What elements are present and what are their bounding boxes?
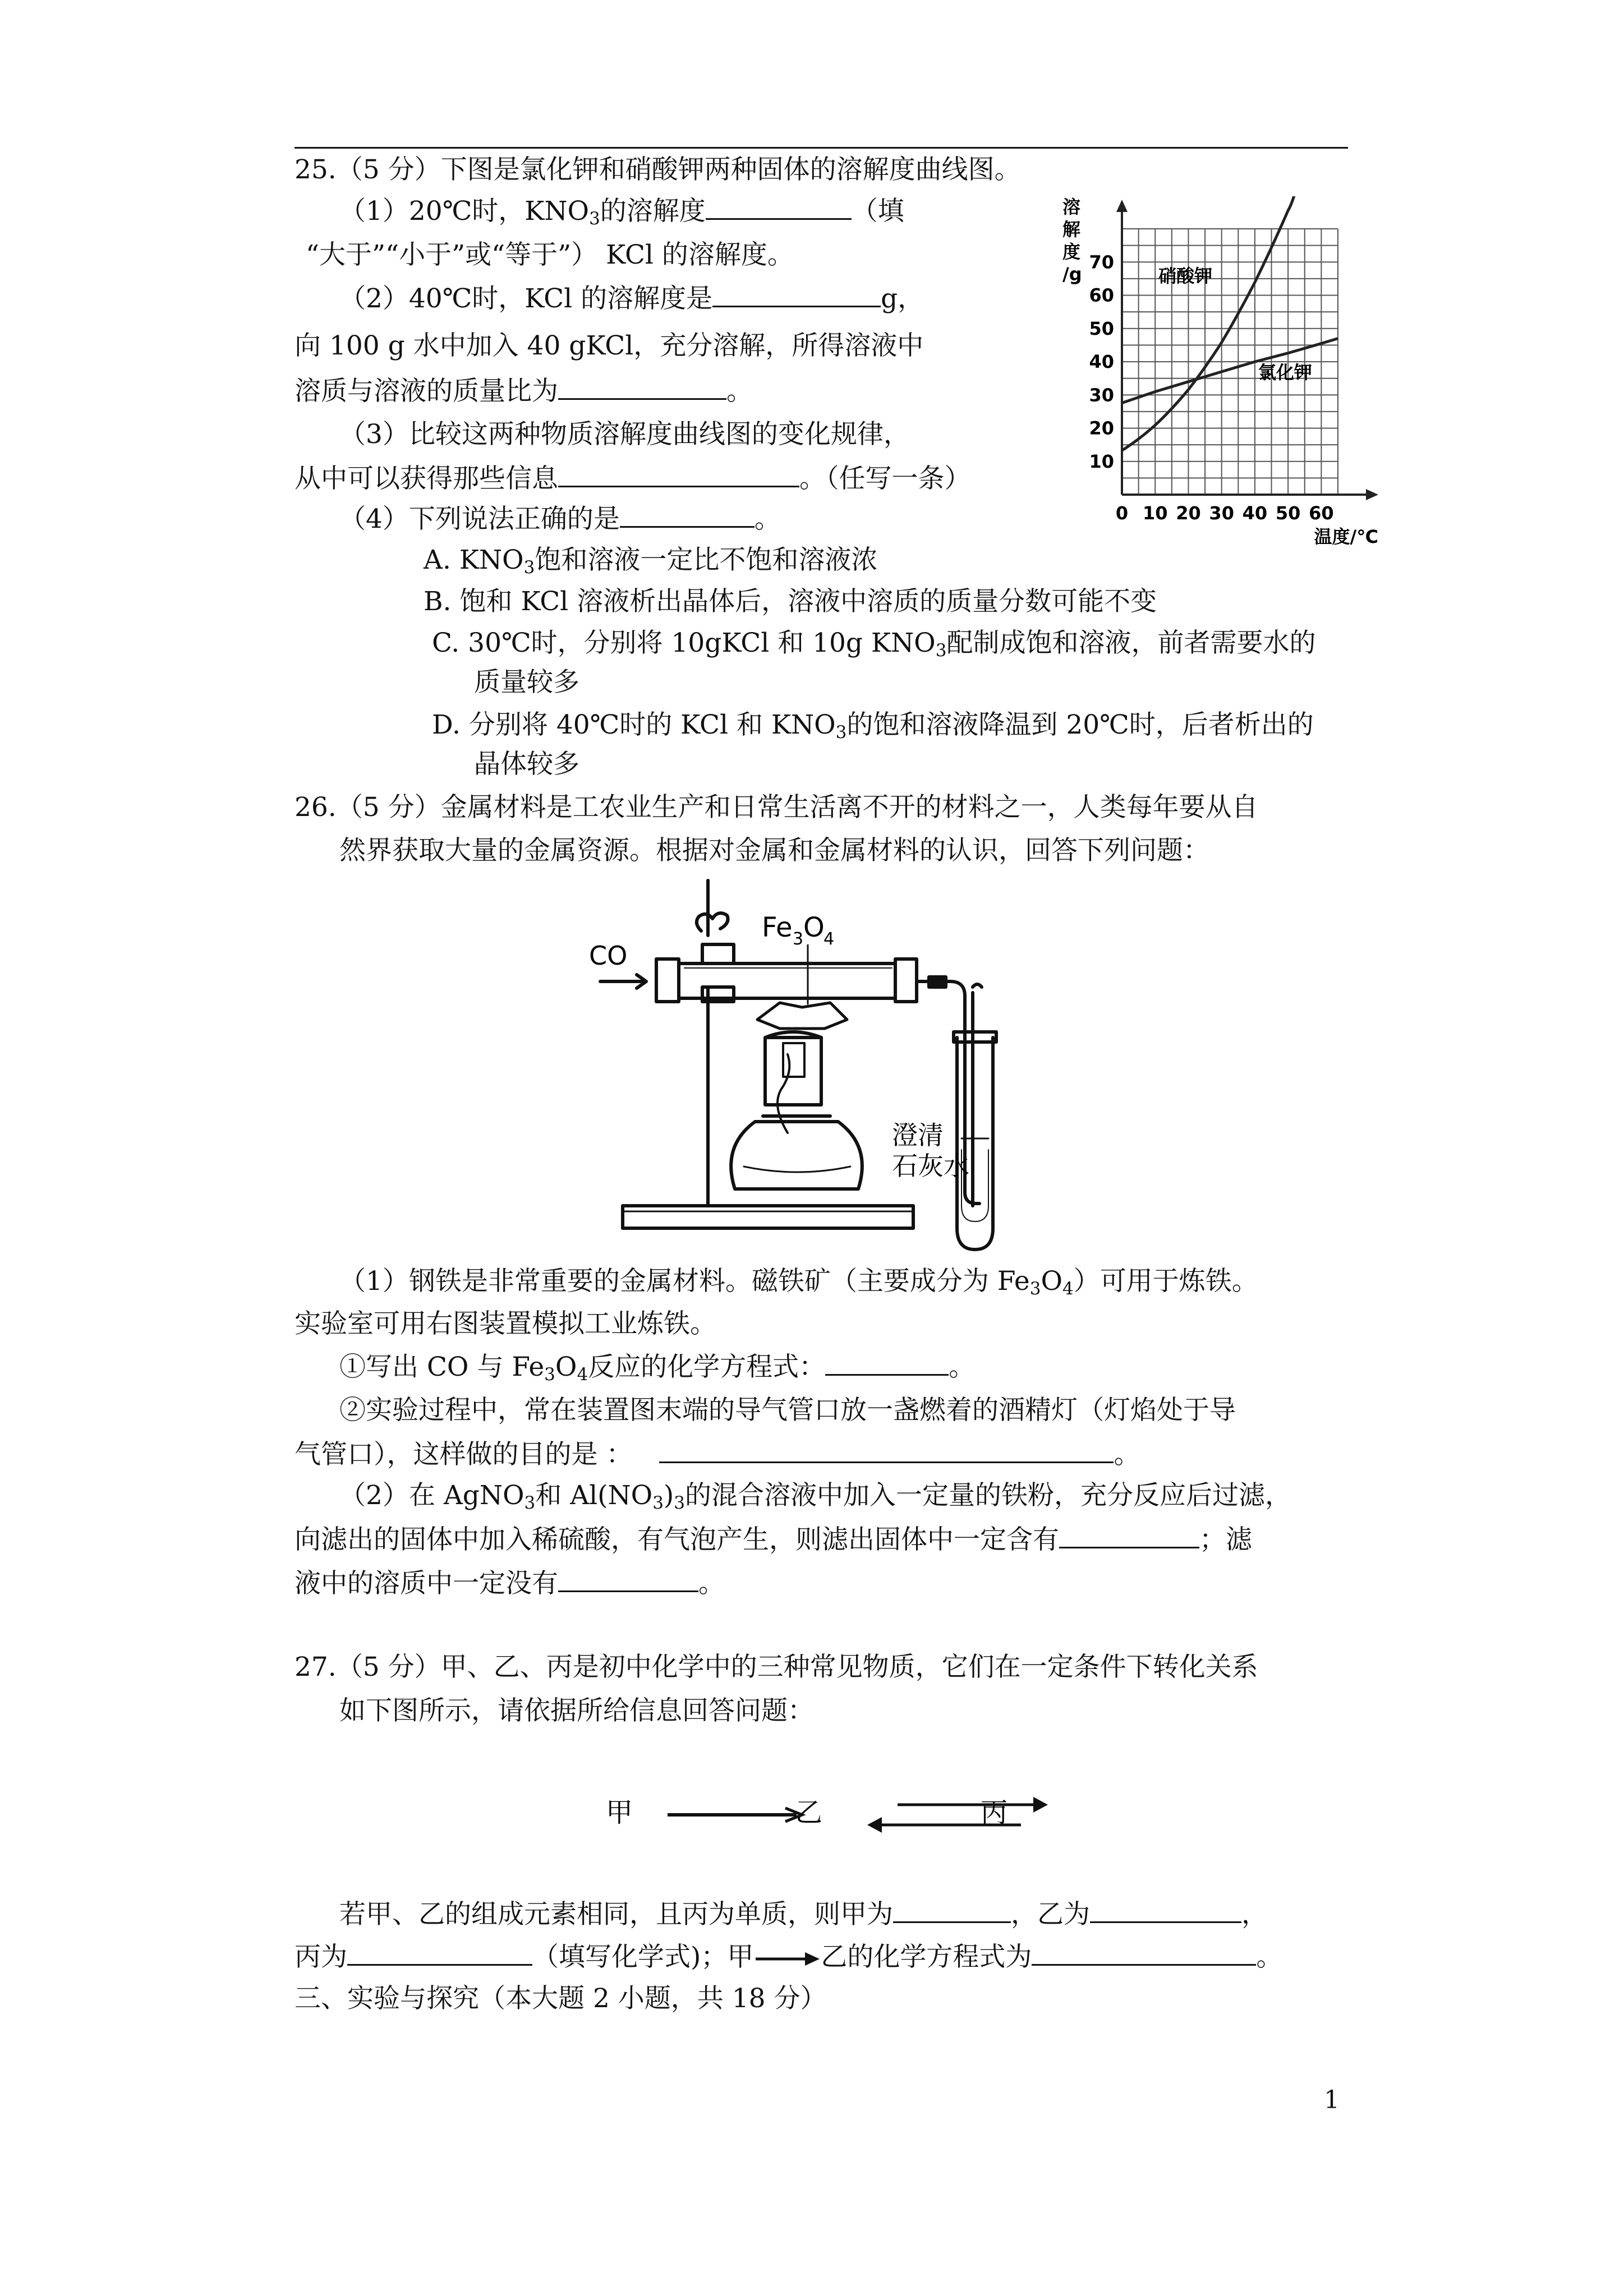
q25-answer-blank-1[interactable] [706, 196, 852, 220]
x-tick-label: 20 [1176, 502, 1201, 524]
q26-part2-line3: 液中的溶质中一定没有 。 [295, 1568, 725, 1599]
q26-answer-blank-1[interactable] [825, 1352, 949, 1376]
x-axis-arrow [1366, 489, 1378, 500]
header-rule [295, 147, 1348, 149]
y-tick-label: 40 [1089, 351, 1114, 372]
q25-title: 25.（5 分）下图是氯化钾和硝酸钾两种固体的溶解度曲线图。 [295, 154, 1021, 185]
section-3-heading: 三、实验与探究（本大题 2 小题，共 18 分） [295, 1983, 827, 2014]
q25-answer-blank-5[interactable] [620, 504, 755, 528]
q27-answer-blank-2[interactable] [1090, 1899, 1241, 1923]
y-tick-label: 30 [1089, 384, 1114, 406]
x-tick-label: 30 [1209, 502, 1234, 524]
q26-part1-line1: （1）钢铁是非常重要的金属材料。磁铁矿（主要成分为 $Fe_3O_4$）可用于炼铁。 [339, 1266, 1258, 1299]
q25-part3-line2: 从中可以获得那些信息 。（任写一条） [295, 463, 971, 494]
y-axis-label-char: 度 [1062, 241, 1081, 262]
solubility-chart [1055, 196, 1402, 561]
q26-part2-line1: （2）在 AgNO$_3$和 $Al(NO_3)_3$的混合溶液中加入一定量的铁粉，充分反应后过滤， [339, 1480, 1291, 1513]
svg-text:O: O [803, 912, 825, 943]
q25-part3-line1: （3）比较这两种物质溶解度曲线图的变化规律， [339, 419, 910, 450]
q25-part2-line1: （2）40℃时，KCl 的溶解度是 g， [339, 283, 924, 314]
q27-title-line1: 27.（5 分）甲、乙、丙是初中化学中的三种常见物质，它们在一定条件下转化关系 [295, 1652, 1258, 1682]
svg-text:Fe: Fe [762, 912, 793, 943]
q27-body-line2: 丙为 （填写化学式)；甲 乙的化学方程式为 。 [295, 1942, 1283, 1972]
q27-answer-blank-3[interactable] [347, 1942, 532, 1966]
page-number: 1 [1324, 2086, 1340, 2114]
series-label-kcl: 氯化钾 [1258, 361, 1312, 383]
q26-answer-blank-2[interactable] [659, 1439, 1114, 1463]
q26-answer-blank-3[interactable] [1059, 1524, 1199, 1548]
q27-body-line1: 若甲、乙的组成元素相同，且丙为单质，则甲为 ，乙为 ， [339, 1899, 1268, 1930]
fig-co-label: CO [589, 940, 628, 971]
q26-part1-line2: 实验室可用右图装置模拟工业炼铁。 [295, 1308, 716, 1339]
node-bing: 丙 [981, 1797, 1008, 1828]
q26-sub2-line2: 气管口），这样做的目的是 ： 。 [295, 1439, 1140, 1470]
x-tick-label: 50 [1275, 502, 1301, 524]
q25-option-d-line1: D. 分别将 40℃时的 KCl 和 $KNO_3$的饱和溶液降温到 20℃时，后者析出的 [432, 709, 1314, 743]
inline-arrow-icon [753, 1949, 821, 1968]
q26-part2-line2: 向滤出的固体中加入稀硫酸，有气泡产生，则滤出固体中一定含有 ；滤 [295, 1524, 1252, 1555]
q26-title-line2: 然界获取大量的金属资源。根据对金属和金属材料的认识，回答下列问题： [339, 835, 1209, 866]
series-label-kno3: 硝酸钾 [1158, 265, 1213, 287]
q27-answer-blank-4[interactable] [1032, 1942, 1256, 1966]
iron-smelting-apparatus-figure [572, 875, 1066, 1256]
q25-part1-line1: （1）20℃时，$KNO_3$的溶解度 （填 [339, 196, 904, 229]
q26-title-line1: 26.（5 分）金属材料是工农业生产和日常生活离不开的材料之一，人类每年要从自 [295, 792, 1258, 823]
q26-sub2-line1: ②实验过程中，常在装置图末端的导气管口放一盏燃着的酒精灯（灯焰处于导 [339, 1395, 1236, 1426]
q25-answer-blank-4[interactable] [558, 463, 799, 487]
clamp-block [702, 944, 734, 963]
x-axis-label: 温度/℃ [1314, 526, 1378, 547]
q25-part4: （4）下列说法正确的是 。 [339, 504, 781, 534]
q27-answer-blank-1[interactable] [893, 1899, 1011, 1923]
q26-sub1: ①写出 CO 与 $Fe_3O_4$反应的化学方程式： 。 [339, 1352, 976, 1385]
x-tick-label: 10 [1142, 502, 1168, 524]
y-tick-label: 20 [1089, 417, 1114, 439]
node-jia: 甲 [606, 1797, 633, 1828]
y-tick-label: 70 [1089, 251, 1114, 273]
series-line-kno3 [1122, 196, 1294, 450]
node-yi: 乙 [795, 1797, 823, 1828]
chart-series [1122, 196, 1338, 450]
svg-text:3: 3 [793, 929, 804, 949]
x-tick-label: 0 [1115, 502, 1129, 524]
x-tick-label: 40 [1242, 502, 1268, 524]
fig-limewater-label-2: 石灰水 [892, 1151, 969, 1181]
x-tick-label: 60 [1309, 502, 1334, 524]
q25-option-c-line2: 质量较多 [474, 667, 579, 698]
y-tick-label: 60 [1089, 284, 1114, 306]
q25-part2-line3: 溶质与溶液的质量比为 。 [295, 376, 753, 407]
q25-answer-blank-2[interactable] [712, 283, 881, 307]
q25-option-b: B. 饱和 KCl 溶液析出晶体后，溶液中溶质的质量分数可能不变 [424, 586, 1157, 617]
q27-title-line2: 如下图所示，请依据所给信息回答问题： [339, 1695, 814, 1726]
y-axis-label-char: /g [1062, 264, 1082, 285]
fig-fe3o4-label [762, 912, 834, 949]
q26-answer-blank-4[interactable] [558, 1568, 698, 1592]
q25-option-d-line2: 晶体较多 [474, 749, 579, 780]
y-axis-label-char: 溶 [1062, 196, 1081, 218]
fig-limewater-label-1: 澄清 [892, 1120, 944, 1150]
y-tick-label: 50 [1089, 317, 1114, 339]
svg-text:4: 4 [823, 929, 835, 949]
clamp [697, 913, 728, 931]
q25-part1-line2: “大于”“小于”或“等于”） KCl 的溶解度。 [306, 239, 794, 270]
q25-part2-line2: 向 100 g 水中加入 40 gKCl，充分溶解，所得溶液中 [295, 330, 924, 361]
conversion-diagram [595, 1783, 1055, 1851]
y-axis-label-char: 解 [1062, 219, 1081, 240]
y-tick-label: 10 [1089, 450, 1114, 472]
q25-option-c-line1: C. 30℃时，分别将 10gKCl 和 10g $KNO_3$配制成饱和溶液，前者需要水的 [432, 628, 1316, 661]
q25-option-a: A. $KNO_3$饱和溶液一定比不饱和溶液浓 [424, 545, 878, 578]
q25-answer-blank-3[interactable] [558, 376, 726, 400]
y-axis-arrow [1116, 200, 1128, 212]
